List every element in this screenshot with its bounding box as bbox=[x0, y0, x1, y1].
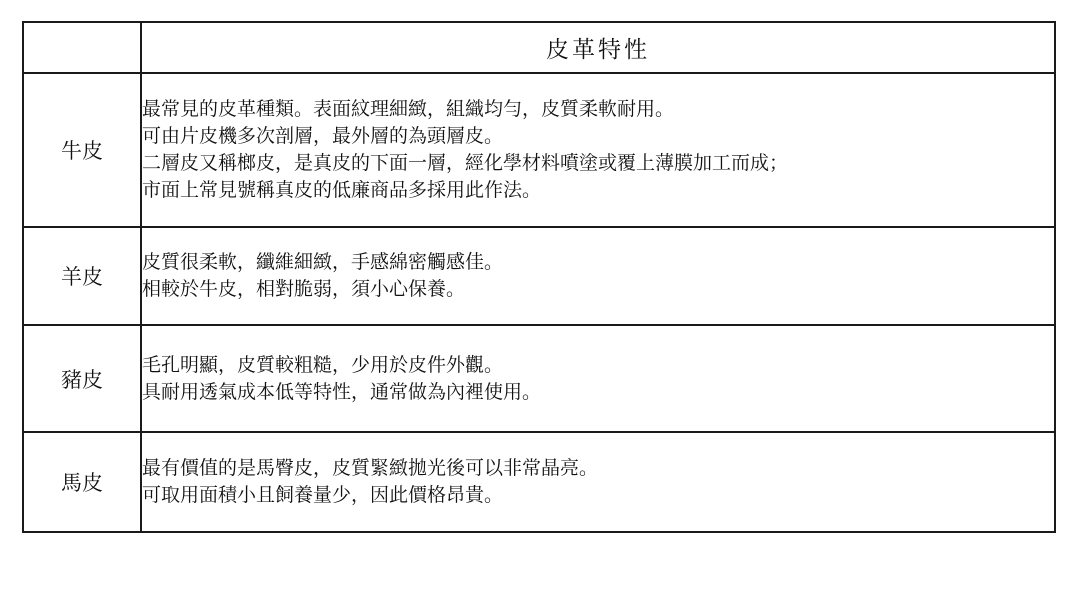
description-line: 最有價值的是馬臀皮，皮質緊緻拋光後可以非常晶亮。 bbox=[142, 457, 599, 479]
leather-type-horsehide: 馬皮 bbox=[23, 432, 141, 532]
description-line: 相較於牛皮，相對脆弱，須小心保養。 bbox=[142, 278, 466, 300]
leather-type-cowhide: 牛皮 bbox=[23, 73, 141, 227]
table-row bbox=[23, 432, 1055, 532]
table-row bbox=[23, 227, 1055, 325]
description-cell bbox=[141, 432, 1055, 532]
description-line: 具耐用透氣成本低等特性，通常做為內裡使用。 bbox=[142, 380, 542, 403]
leather-properties-table bbox=[22, 21, 1056, 533]
description-line: 皮質很柔軟，纖維細緻，手感綿密觸感佳。 bbox=[142, 251, 504, 273]
table-row bbox=[23, 73, 1055, 227]
description-line: 可由片皮機多次剖層，最外層的為頭層皮。 bbox=[142, 125, 504, 147]
table-row bbox=[23, 325, 1055, 432]
description-line: 可取用面積小且飼養量少，因此價格昂貴。 bbox=[142, 484, 504, 506]
header-title: 皮革特性 bbox=[141, 22, 1055, 73]
header-corner-cell bbox=[23, 22, 141, 73]
leather-type-sheepskin: 羊皮 bbox=[23, 227, 141, 325]
header-row bbox=[23, 22, 1055, 73]
description-line: 毛孔明顯，皮質較粗糙，少用於皮件外觀。 bbox=[142, 353, 504, 376]
description-line: 市面上常見號稱真皮的低廉商品多採用此作法。 bbox=[142, 179, 542, 201]
description-line: 最常見的皮革種類。表面紋理細緻，組織均勻，皮質柔軟耐用。 bbox=[142, 98, 675, 120]
leather-type-pigskin: 豬皮 bbox=[23, 325, 141, 432]
description-cell bbox=[141, 325, 1055, 432]
description-cell bbox=[141, 73, 1055, 227]
description-line: 二層皮又稱榔皮，是真皮的下面一層，經化學材料噴塗或覆上薄膜加工而成； bbox=[142, 152, 789, 174]
description-cell bbox=[141, 227, 1055, 325]
